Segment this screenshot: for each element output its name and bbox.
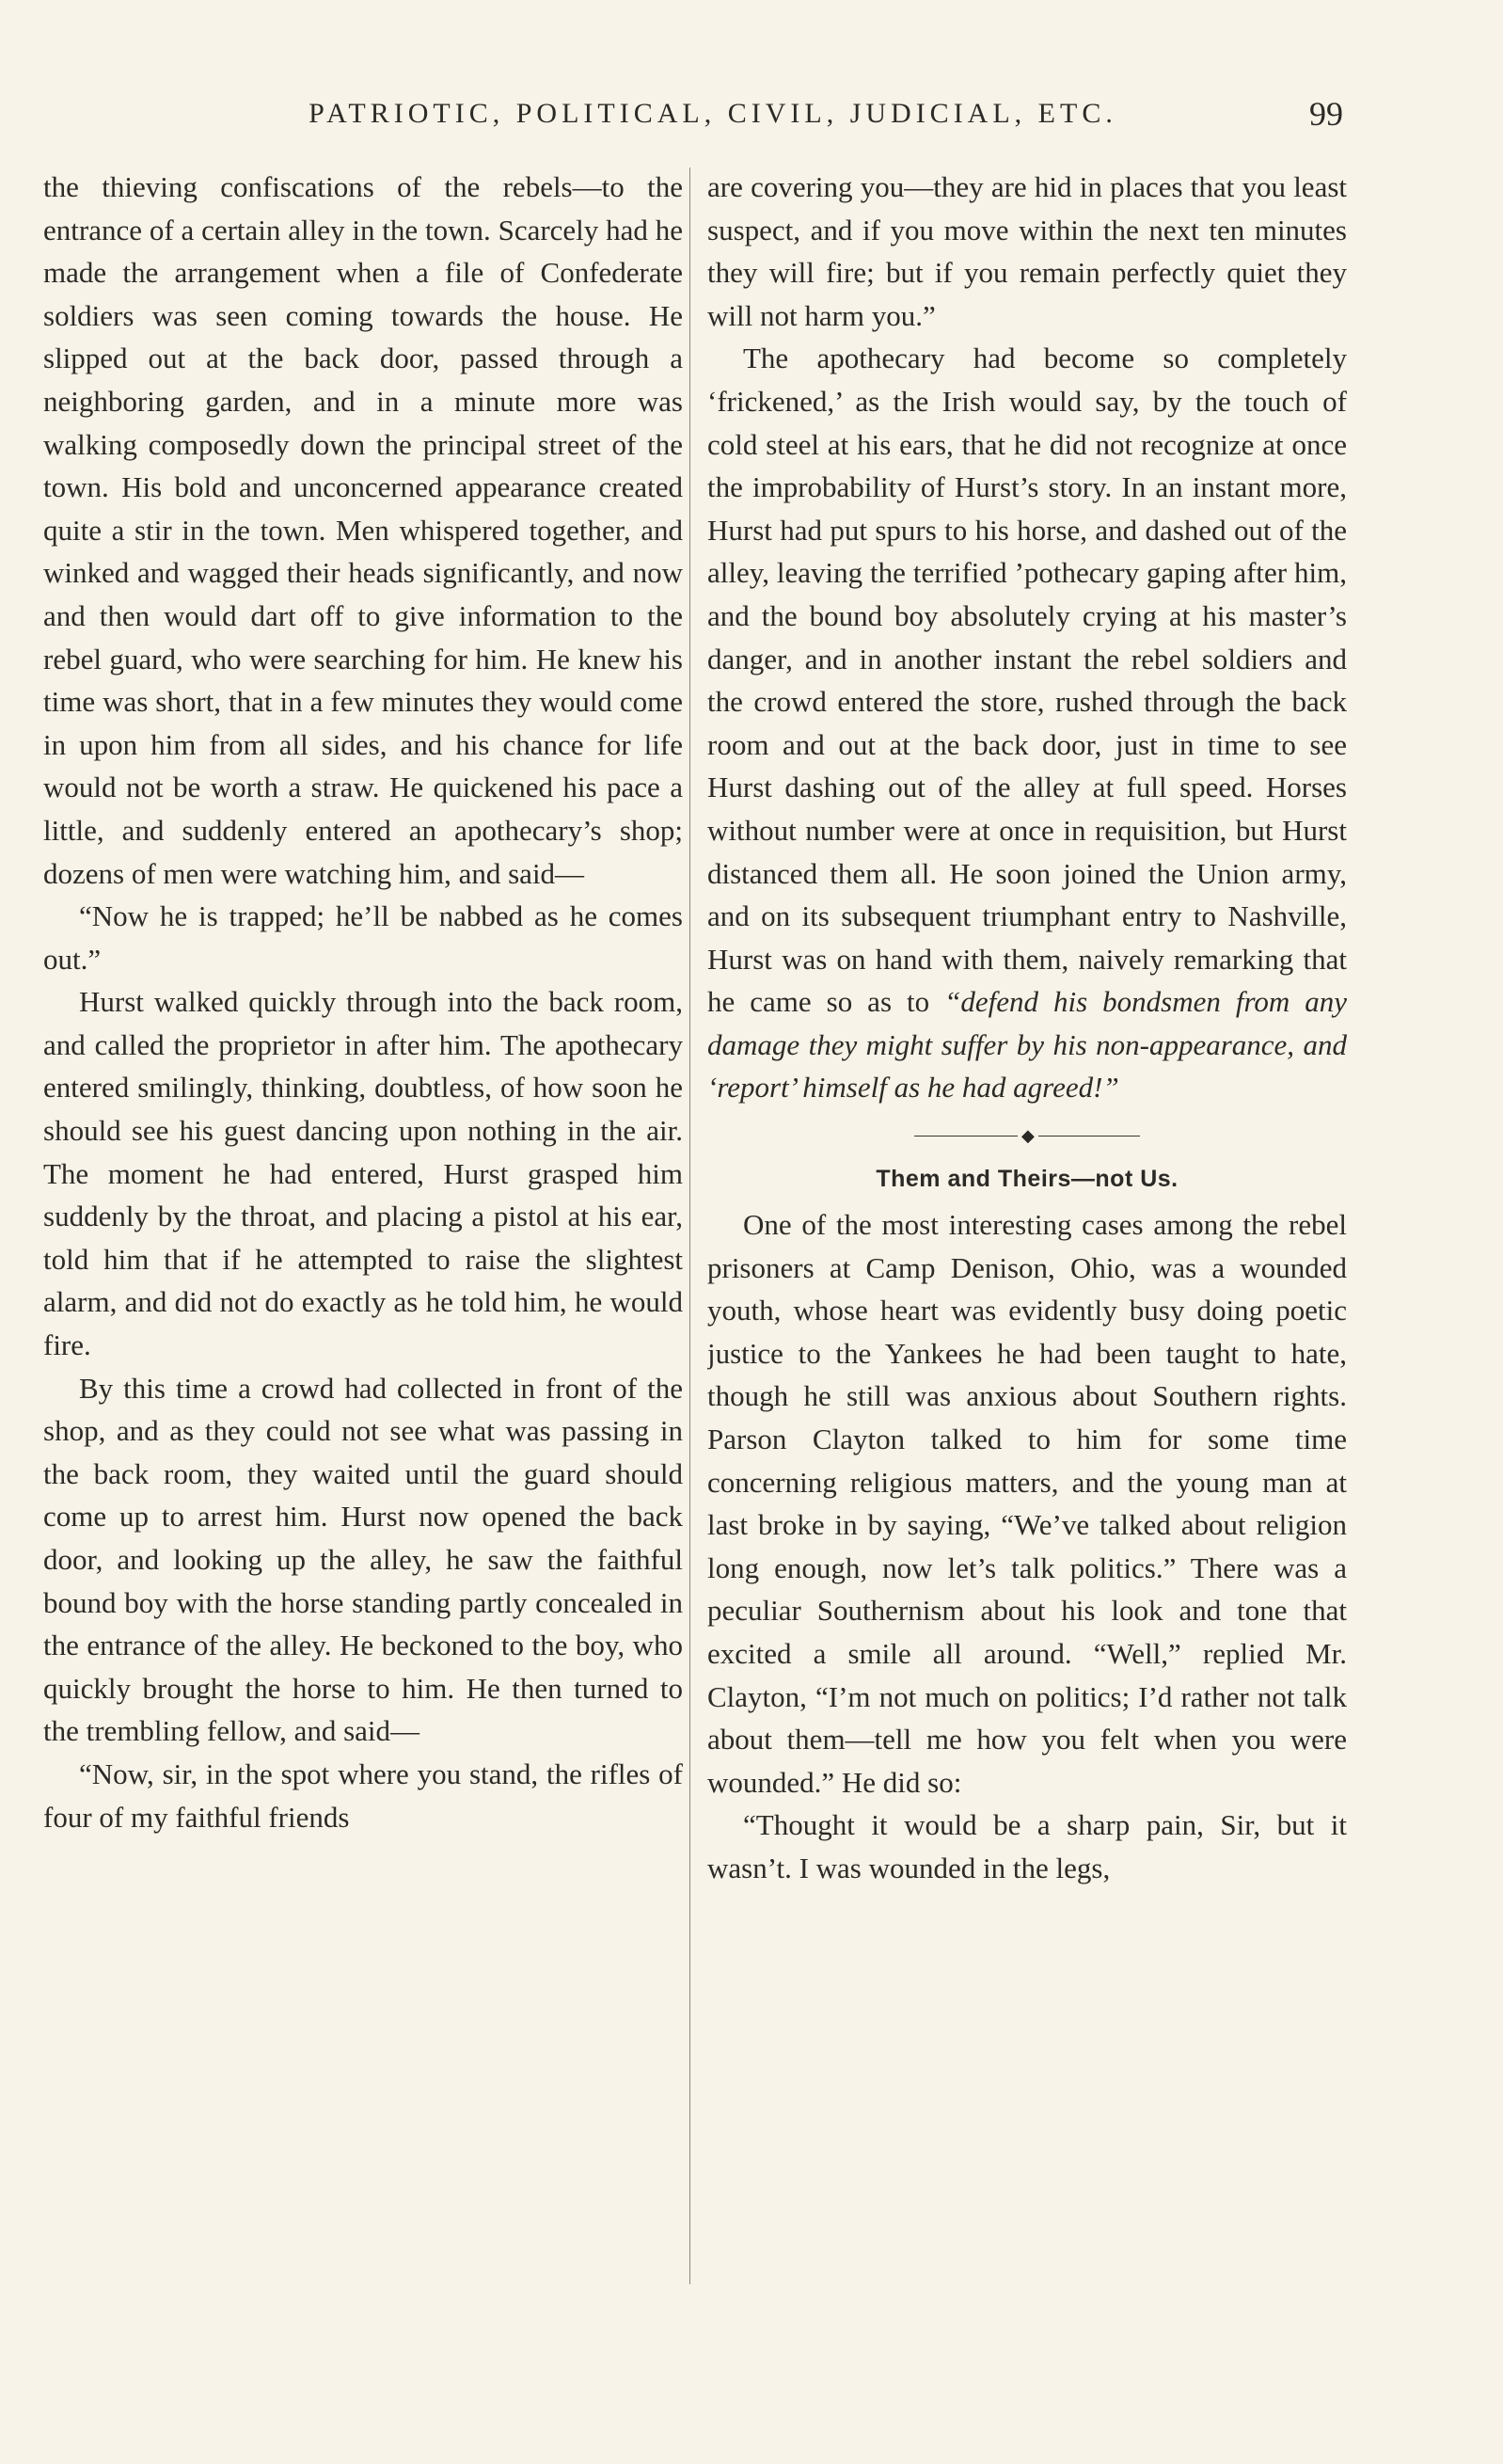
- section-ornament: [707, 1115, 1347, 1158]
- section-heading: Them and Theirs—not Us.: [876, 1166, 1179, 1193]
- paragraph: “Now he is trapped; he’ll be nabbed as he comes out.”: [43, 899, 683, 976]
- paragraph: the thieving confiscations of the rebels—to the entrance of a certain alley in the town. Scarcely had he made the arrangement when a file of Confederate soldiers was seen coming towards the house. He slipped out at the back door, passed through a neighboring garden, and in a minute more was walking composedly down the principal street of the town. His bold and unconcerned appearance created quite a stir in the town. Men whispered together, and winked and wagged their heads significantly, and now and then would dart off to give information to the rebel guard, who were searching for him. He knew his time was short, that in a few minutes they would come in upon him from all sides, and his chance for life would not be worth a straw. He quickened his pace a little, and suddenly entered an apothecary’s shop; dozens of men were watching him, and said—: [43, 170, 683, 890]
- running-head: [45, 90, 1343, 137]
- paragraph-text: The apothecary had become so completely ‘frickened,’ as the Irish would say, by the touch of cold steel at his ears, that he did not recognize at once the improbability of Hurst’s story. In an instant more, Hurst had put spurs to his horse, and dashed out of the alley, leaving the terrified ’pothecary gaping after him, and the bound boy absolutely crying at his master’s danger, and in another instant the rebel soldiers and the crowd entered the store, rushed through the back room and out at the back door, just in time to see Hurst dashing out of the alley at full speed. Horses without number were at once in requisition, but Hurst distanced them all. He soon joined the Union army, and on its subsequent triumphant entry to Nashville, Hurst was on hand with them, naively remarking that he came so as to: [707, 342, 1347, 1019]
- right-column: [707, 166, 1347, 2301]
- paragraph: By this time a crowd had collected in front of the shop, and as they could not see what was passing in the back room, they waited until the guard should come up to arrest him. Hurst now opened the back door, and looking up the alley, he saw the faithful bound boy with the horse standing partly concealed in the entrance of the alley. He beckoned to the boy, who quickly brought the horse to him. He then turned to the trembling fellow, and said—: [43, 1371, 683, 1748]
- paragraph: One of the most interesting cases among the rebel prisoners at Camp Denison, Ohio, was a wounded youth, whose heart was evidently busy doing poetic justice to the Yankees he had been taught to hate, though he still was anxious about Southern rights. Parson Clayton talked to him for some time concerning religious matters, and the young man at last broke in by saying, “We’ve talked about religion long enough, now let’s talk politics.” There was a peculiar Southernism about his look and tone that excited a smile all around. “Well,” replied Mr. Clayton, “I’m not much on politics; I’d rather not talk about them—tell me how you felt when you were wounded.” He did so:: [707, 1208, 1347, 1799]
- paragraph: “Now, sir, in the spot where you stand, the rifles of four of my faithful friends: [43, 1757, 683, 1834]
- column-divider: [689, 167, 690, 2284]
- paragraph: are covering you—they are hid in places that you least suspect, and if you move within the next ten minutes they will fire; but if you remain perfectly quiet they will not harm you.”: [707, 170, 1347, 332]
- page-number: 99: [1309, 95, 1343, 133]
- italic-quote: “defend his bondsmen from any damage they might suffer by his non-appearance, and ‘report’ himself as he had agreed!”: [707, 985, 1347, 1105]
- paragraph: “Thought it would be a sharp pain, Sir, but it wasn’t. I was wounded in the legs,: [707, 1808, 1347, 1884]
- diamond-ornament-icon: ◆: [1018, 1126, 1038, 1145]
- left-column: [43, 166, 683, 2301]
- running-head-title: PATRIOTIC, POLITICAL, CIVIL, JUDICIAL, ETC.: [309, 98, 1117, 129]
- paragraph: Hurst walked quickly through into the back room, and called the proprietor in after him. The apothecary entered smilingly, thinking, doubtless, of how soon he should see his guest dancing upon nothing in the air. The moment he had entered, Hurst grasped him suddenly by the throat, and placing a pistol at his ear, told him that if he attempted to raise the slightest alarm, and did not do exactly as he told him, he would fire.: [43, 985, 683, 1362]
- paragraph: [707, 337, 1347, 1109]
